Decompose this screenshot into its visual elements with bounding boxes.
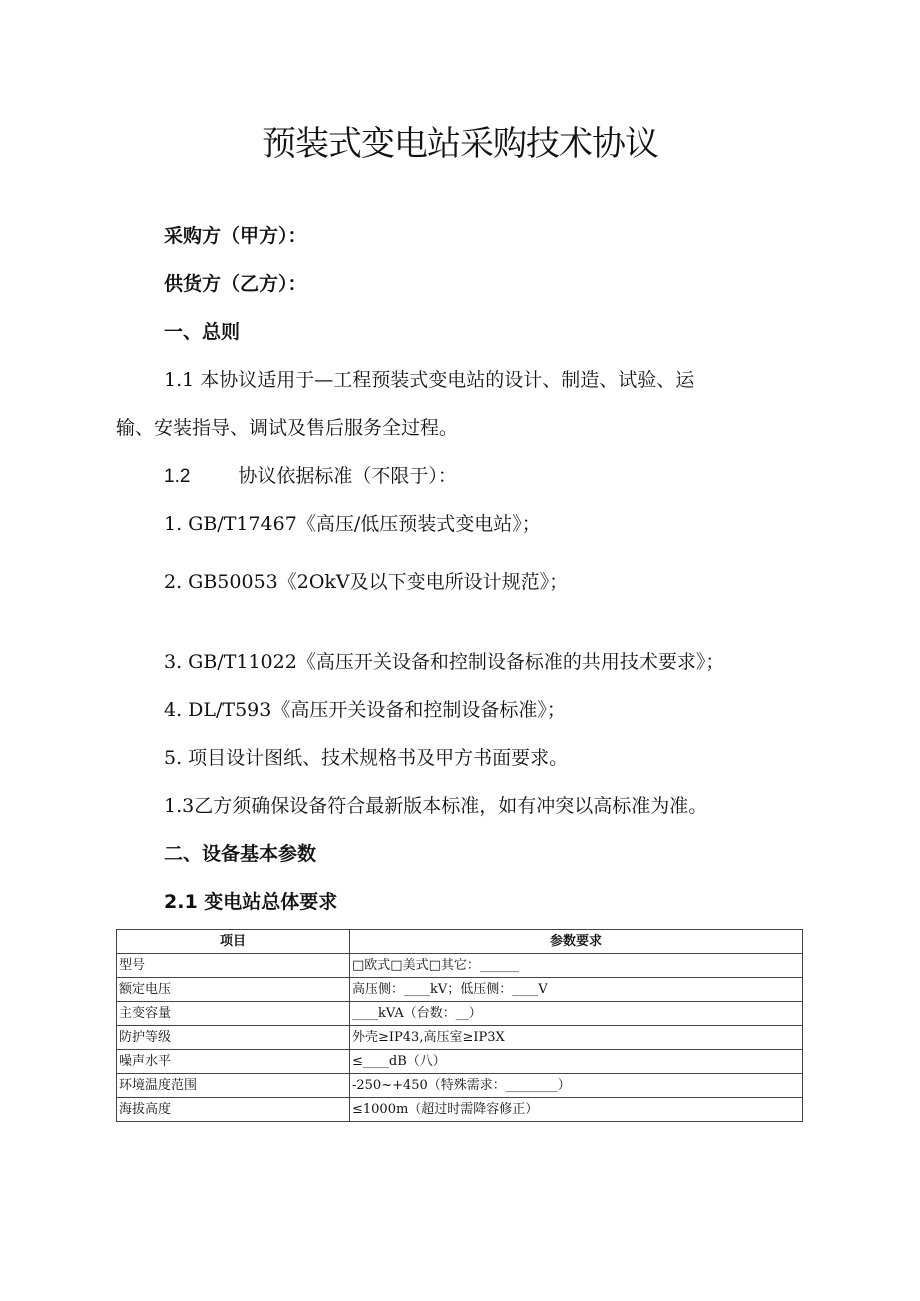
clause-1-3: 1.3乙方须确保设备符合最新版本标准，如有冲突以高标准为准。 bbox=[164, 795, 708, 817]
row-requirement: 外壳≥IP43,高压室≥IP3X bbox=[350, 1026, 803, 1050]
row-item: 海拔高度 bbox=[117, 1098, 350, 1122]
row-requirement: ≤1000m（超过时需降容修正） bbox=[350, 1098, 803, 1122]
row-item: 型号 bbox=[117, 954, 350, 978]
row-requirement: ≤____dB（八） bbox=[350, 1050, 803, 1074]
header-requirement: 参数要求 bbox=[350, 930, 803, 954]
row-item: 噪声水平 bbox=[117, 1050, 350, 1074]
table-row bbox=[117, 978, 803, 1002]
row-item: 环境温度范围 bbox=[117, 1074, 350, 1098]
supplier-label: 供货方（乙方）： bbox=[164, 273, 307, 295]
table-row bbox=[117, 1026, 803, 1050]
section-1-heading: 一、总则 bbox=[164, 321, 241, 343]
section-2-heading: 二、设备基本参数 bbox=[164, 843, 317, 865]
table-row bbox=[117, 1098, 803, 1122]
clause-1-2-text: 协议依据标准（不限于）： bbox=[238, 465, 457, 487]
table-row bbox=[117, 1050, 803, 1074]
table-row bbox=[117, 1074, 803, 1098]
table-header-row bbox=[117, 930, 803, 954]
page-title: 预装式变电站采购技术协议 bbox=[262, 124, 658, 164]
standard-item: 5. 项目设计图纸、技术规格书及甲方书面要求。 bbox=[164, 747, 569, 769]
standard-item: 3. GB/T11022《高压开关设备和控制设备标准的共用技术要求》； bbox=[164, 651, 725, 673]
standard-item: 4. DL/T593《高压开关设备和控制设备标准》； bbox=[164, 699, 566, 721]
clause-1-2 bbox=[164, 462, 457, 491]
clause-1-1-line-1: 1.1 本协议适用于—工程预装式变电站的设计、制造、试验、运 bbox=[164, 369, 695, 391]
table-row bbox=[117, 1002, 803, 1026]
header-item: 项目 bbox=[117, 930, 350, 954]
standard-item: 2. GB50053《2OkV及以下变电所设计规范》； bbox=[164, 571, 569, 593]
row-item: 主变容量 bbox=[117, 1002, 350, 1026]
clause-1-1-line-2: 输、安装指导、调试及售后服务全过程。 bbox=[116, 417, 459, 439]
parameters-table bbox=[116, 929, 803, 1122]
row-requirement: -250~+450（特殊需求：________） bbox=[350, 1074, 803, 1098]
row-requirement: 高压侧：____kV；低压侧：____V bbox=[350, 978, 803, 1002]
subsection-2-1-heading: 2.1 变电站总体要求 bbox=[164, 891, 338, 913]
clause-1-2-number: 1.2 bbox=[164, 466, 191, 487]
row-requirement: ____kVA（台数：__） bbox=[350, 1002, 803, 1026]
standard-item: 1. GB/T17467《高压/低压预装式变电站》； bbox=[164, 513, 541, 535]
table-row bbox=[117, 954, 803, 978]
row-requirement: □欧式□美式□其它：______ bbox=[350, 954, 803, 978]
buyer-label: 采购方（甲方）： bbox=[164, 225, 307, 247]
row-item: 额定电压 bbox=[117, 978, 350, 1002]
row-item: 防护等级 bbox=[117, 1026, 350, 1050]
